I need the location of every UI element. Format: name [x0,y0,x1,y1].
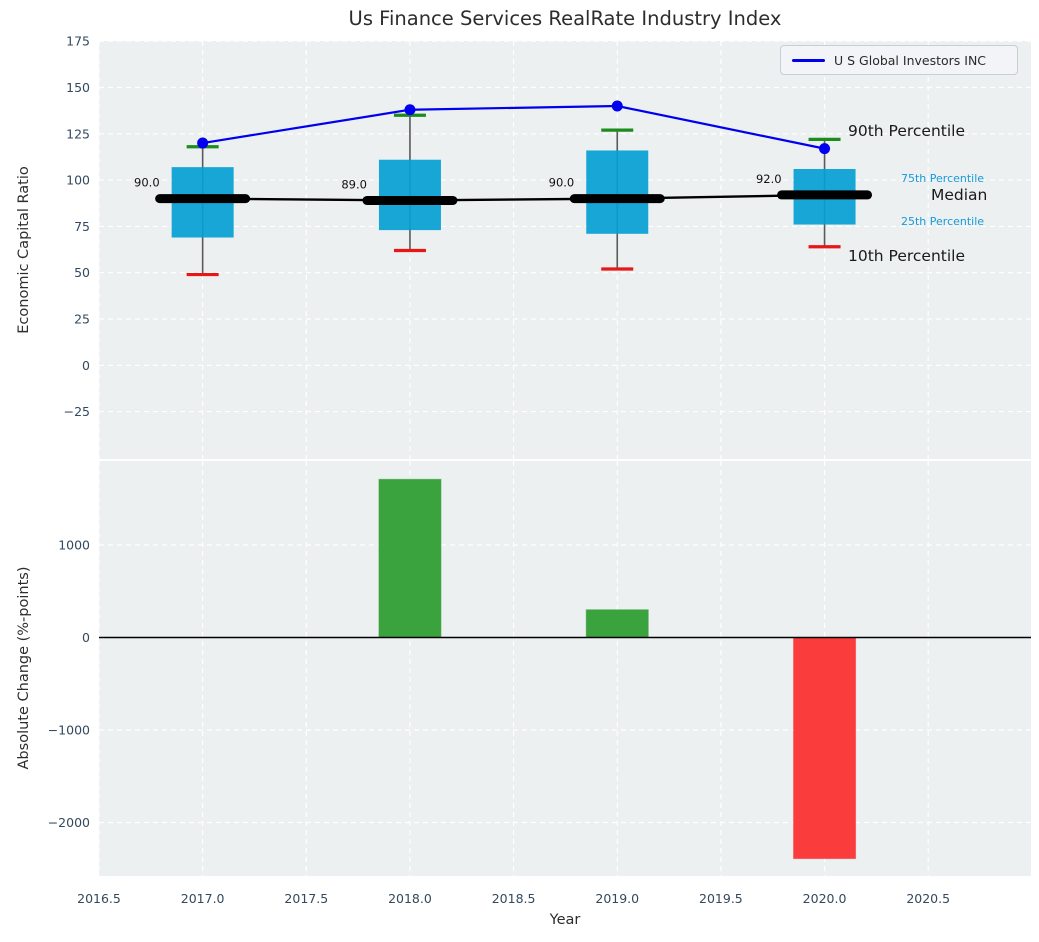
x-tick-2020.5: 2020.5 [906,891,951,906]
company-marker-2019 [612,101,623,112]
company-marker-2017 [197,138,208,149]
x-tick-2020: 2020.0 [802,891,847,906]
annotation-75th-percentile: 75th Percentile [901,172,985,185]
y-tick-bottom-1000: 1000 [58,537,90,553]
y-tick-top--25: −25 [63,404,90,420]
y-tick-bottom--1000: −1000 [47,722,90,738]
y-tick-top-175: 175 [66,33,90,49]
y-tick-bottom-0: 0 [82,630,90,645]
y-tick-top-25: 25 [74,311,90,327]
box-2019 [586,150,648,233]
legend-label: U S Global Investors INC [834,52,987,68]
y-tick-top-150: 150 [66,80,90,95]
x-tick-2019.5: 2019.5 [699,891,743,906]
annotation-25th-percentile: 25th Percentile [901,215,985,228]
y-axis-label-bottom: Absolute Change (%-points) [16,566,32,770]
annotation-10th-percentile: 10th Percentile [848,247,966,265]
median-value-label-2020: 92.0 [755,171,782,186]
bottom-plot-bg [99,461,1031,876]
x-tick-2018.5: 2018.5 [491,891,536,906]
x-tick-2017.5: 2017.5 [284,891,329,906]
y-axis-label-top: Economic Capital Ratio [16,166,32,334]
x-axis-label: Year [549,912,581,928]
legend [780,45,1018,75]
company-marker-2020 [819,143,830,154]
company-marker-2018 [404,104,415,115]
y-tick-top-100: 100 [66,172,90,188]
y-tick-bottom--2000: −2000 [47,815,90,830]
y-tick-top-125: 125 [66,126,90,142]
box-2018 [379,160,441,230]
x-tick-2018: 2018.0 [388,891,432,906]
x-tick-2017: 2017.0 [180,891,225,906]
bar-2018 [379,479,441,637]
median-value-label-2018: 89.0 [341,177,367,192]
chart-title: Us Finance Services RealRate Industry Index [348,7,782,30]
x-tick-2019: 2019.0 [595,891,640,906]
annotation-90th-percentile: 90th Percentile [848,122,966,140]
y-tick-top-75: 75 [74,218,90,234]
bar-2019 [586,610,648,638]
annotation-median: Median [931,186,988,204]
y-tick-top-50: 50 [74,265,90,281]
bar-2020 [794,638,856,859]
median-value-label-2019: 90.0 [548,175,575,190]
median-value-label-2017: 90.0 [134,175,160,190]
x-tick-2016.5: 2016.5 [77,891,121,906]
legend-line-icon [792,59,825,62]
y-tick-top-0: 0 [82,357,90,373]
